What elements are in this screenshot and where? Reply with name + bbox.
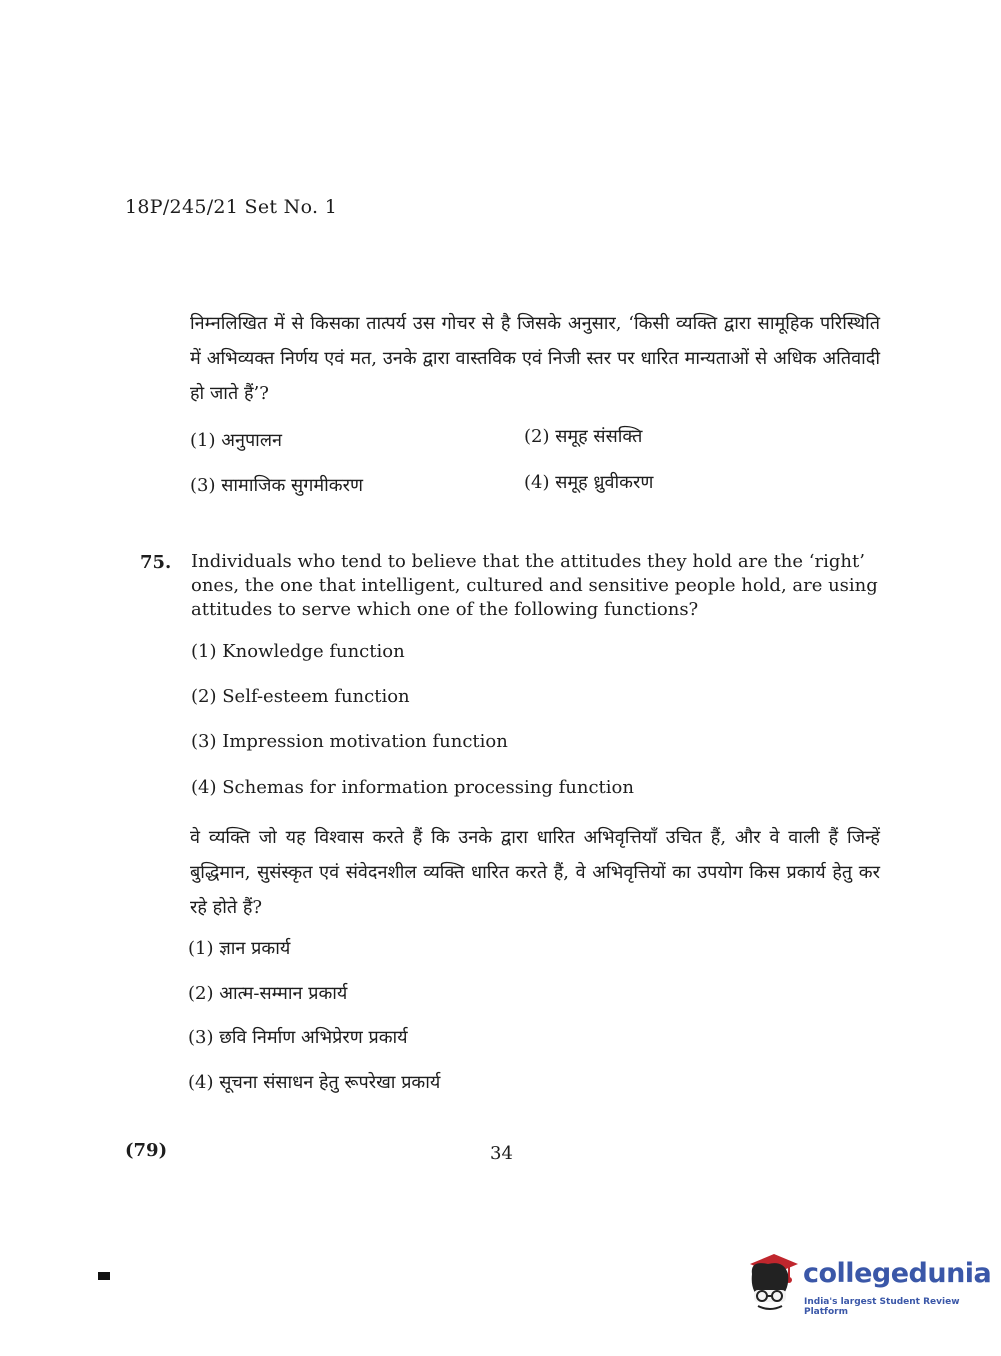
question-75-hindi-text: वे व्यक्ति जो यह विश्वास करते हैं कि उनके द्वारा धारित अभिवृत्तियाँ उचित हैं, और वे वाली हैं जिन्हें बुद्धिमान, सुसंस्कृत एवं संवेदनशील व्यक्ति धारित करते हैं, वे अभिवृत्तियों का उपयोग किस प्रकार्य हेतु कर रहे होते हैं? [190,827,880,918]
q75-option-4: (4) Schemas for information processing function [191,777,634,798]
q74-hindi-option-4: (4) समूह ध्रुवीकरण [524,472,654,493]
collegedunia-tagline: India's largest Student Review Platform [804,1297,960,1317]
q75-option-3: (3) Impression motivation function [191,731,508,752]
q74-hindi-option-3: (3) सामाजिक सुगमीकरण [190,475,363,496]
page-number: 34 [490,1143,513,1164]
q74-hindi-option-2: (2) समूह संसक्ति [524,426,643,447]
q75-option-1: (1) Knowledge function [191,641,405,662]
scan-mark [98,1272,110,1280]
q75-hindi-option-4: (4) सूचना संसाधन हेतु रूपरेखा प्रकार्य [188,1072,441,1093]
set-number-header: 18P/245/21 Set No. 1 [125,196,338,218]
q75-hindi-option-3: (3) छवि निर्माण अभिप्रेरण प्रकार्य [188,1027,408,1048]
q75-hindi-option-1: (1) ज्ञान प्रकार्य [188,938,291,959]
collegedunia-mascot-icon [744,1250,800,1314]
booklet-code: (79) [125,1140,168,1161]
q75-hindi-option-2: (2) आत्म-सम्मान प्रकार्य [188,983,348,1004]
q74-hindi-option-1: (1) अनुपालन [190,430,283,451]
collegedunia-wordmark: collegedunia [803,1258,992,1289]
question-74-hindi-text: निम्नलिखित में से किसका तात्पर्य उस गोचर से है जिसके अनुसार, ‘किसी व्यक्ति द्वारा सामूहिक परिस्थिति में अभिव्यक्त निर्णय एवं मत, उनके द्वारा वास्तविक एवं निजी स्तर पर धारित मान्यताओं से अधिक अतिवादी हो जाते हैं’? [190,313,880,404]
q75-option-2: (2) Self-esteem function [191,686,410,707]
question-75-text: Individuals who tend to believe that the attitudes they hold are the ‘right’ ones, the one that intelligent, cultured and sensitive people hold, are using attitudes to serve which one of the following functions? [191,551,878,620]
question-75-number: 75. [140,552,172,573]
